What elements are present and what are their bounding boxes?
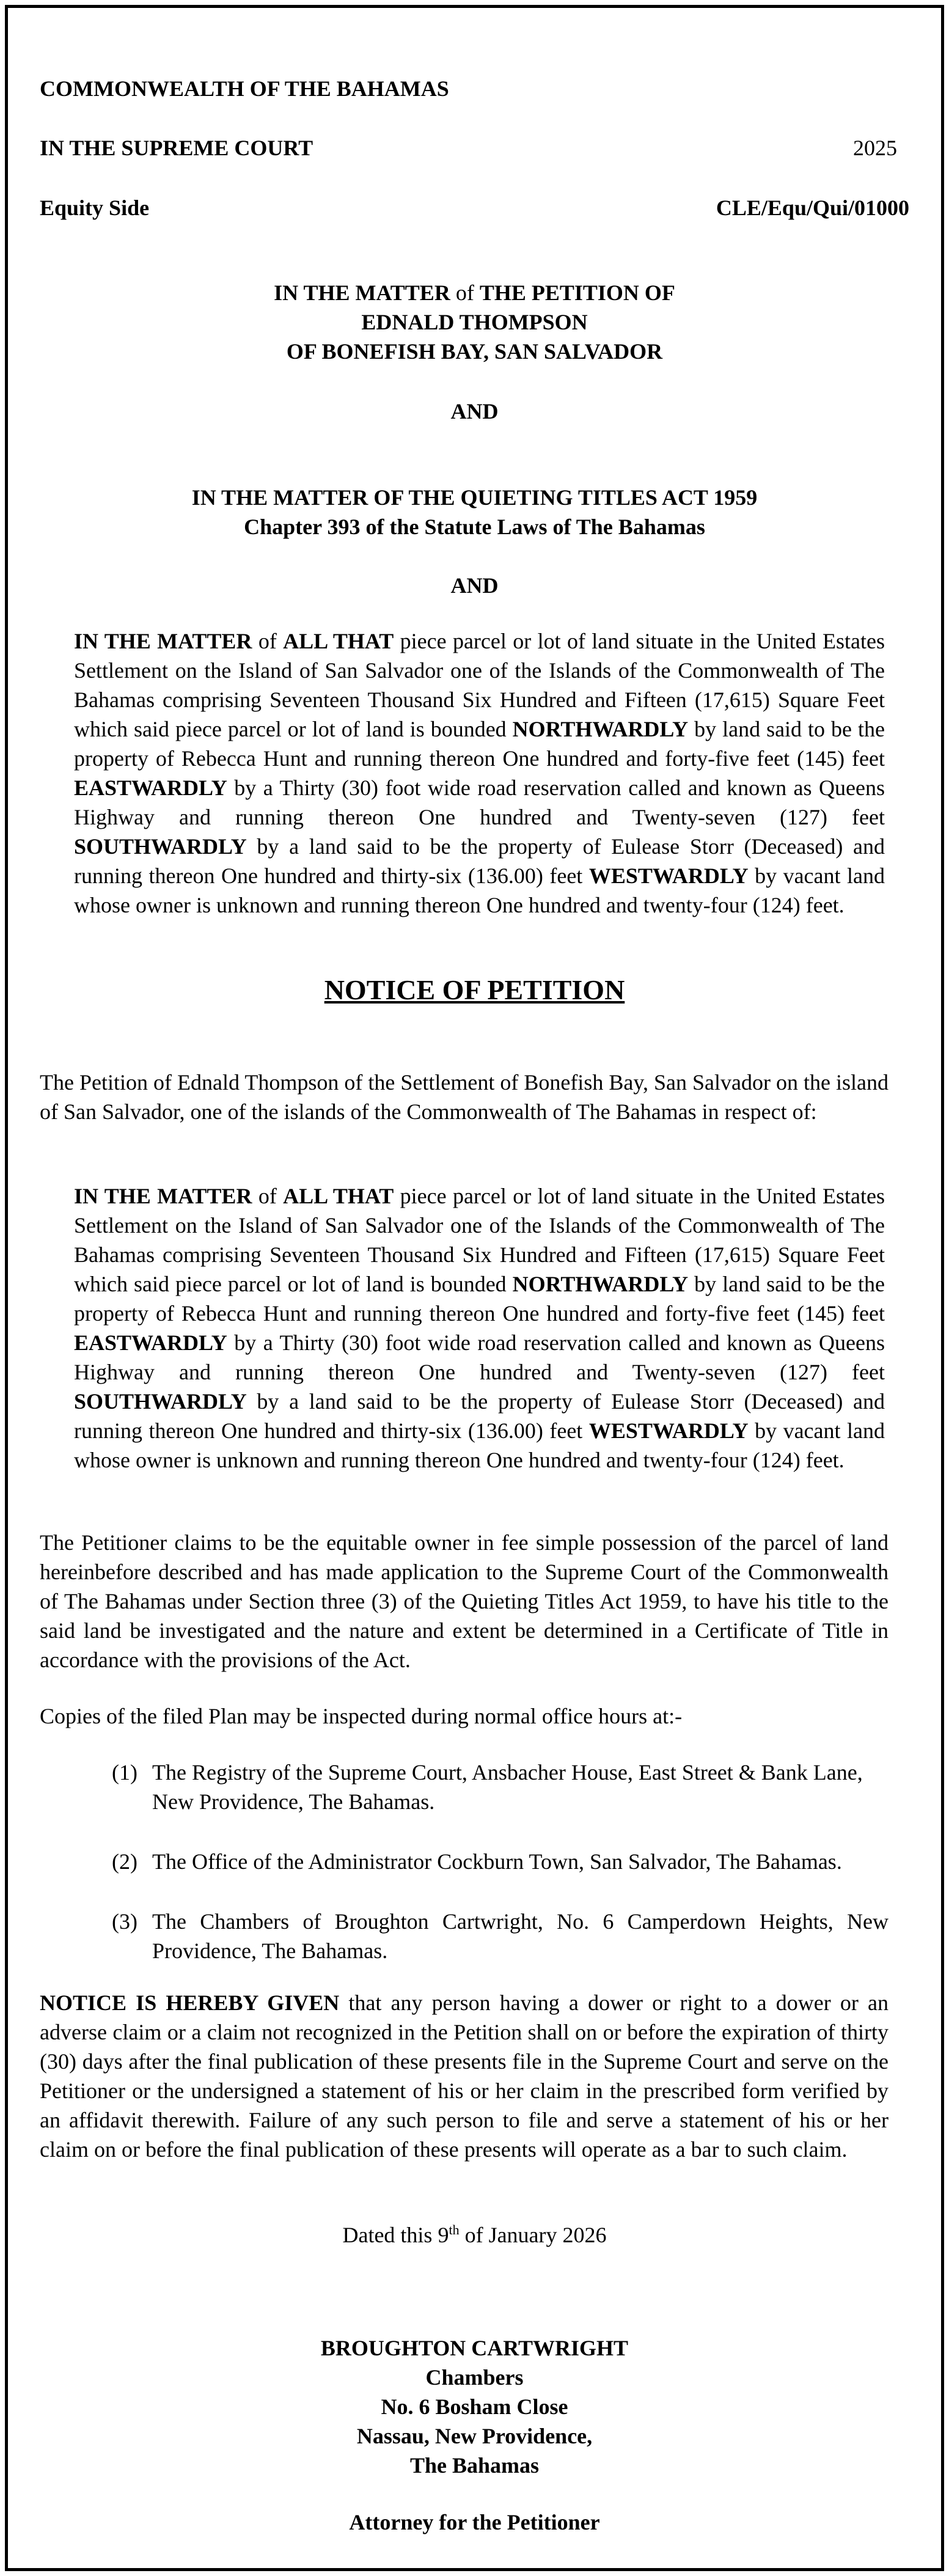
act-line-1: IN THE MATTER OF THE QUIETING TITLES ACT 1959 bbox=[191, 485, 758, 510]
notice-document bbox=[5, 5, 944, 2571]
copies-statement: Copies of the filed Plan may be inspected during normal office hours at:- bbox=[40, 1704, 683, 1728]
notice-given: NOTICE IS HEREBY GIVEN that any person having a dower or right to a dower or an adverse claim or a claim not recognized in the Petition shall on or before the expiration of thirty (30) days after the final publication of these presents file in the Supreme Court and serve on the Petitioner or the undersigned a statement of his or her claim in the prescribed form verified by an affidavit therewith. Failure of any such person to file and serve a statement of his or her claim on or before the final publication of these presents will operate as a bar to such claim. bbox=[40, 1991, 889, 2162]
court-name: IN THE SUPREME COURT bbox=[40, 136, 313, 160]
case-year: 2025 bbox=[853, 136, 897, 160]
petitioner-claims: The Petitioner claims to be the equitable owner in fee simple possession of the parcel of land hereinbefore described and has made application to the Supreme Court of the Commonwealth of The Bahamas under Section three (3) of the Quieting Titles Act 1959, to have his title to the said land be investigated and the nature and extent be determined in a Certificate of Title in accordance with the provisions of the Act. bbox=[40, 1530, 889, 1672]
location-item: (1) The Registry of the Supreme Court, Ansbacher House, East Street & Bank Lane, New Providence, The Bahamas. bbox=[112, 1760, 863, 1814]
petition-intro: The Petition of Ednald Thompson of the Settlement of Bonefish Bay, San Salvador on the island of San Salvador, one of the islands of the Commonwealth of The Bahamas in respect of: bbox=[40, 1070, 889, 1124]
petition-line-1: IN THE MATTER of THE PETITION OF bbox=[274, 281, 675, 305]
petition-matter bbox=[40, 278, 909, 366]
petition-line-3: OF BONEFISH BAY, SAN SALVADOR bbox=[286, 339, 663, 364]
and-separator-1: AND bbox=[450, 399, 499, 424]
address-line-3: The Bahamas bbox=[409, 2453, 540, 2478]
attorney-name: BROUGHTON CARTWRIGHT bbox=[320, 2336, 629, 2360]
chambers-label: Chambers bbox=[425, 2365, 524, 2390]
act-matter bbox=[40, 483, 909, 541]
case-number: CLE/Equ/Qui/01000 bbox=[716, 196, 909, 220]
court-row bbox=[40, 133, 909, 163]
dated-line: Dated this 9th of January 2026 bbox=[342, 2222, 607, 2247]
signature-block bbox=[40, 2333, 909, 2480]
address-line-2: Nassau, New Providence, bbox=[356, 2424, 593, 2448]
act-line-2: Chapter 393 of the Statute Laws of The Bahamas bbox=[244, 515, 705, 539]
petition-line-2: EDNALD THOMPSON bbox=[361, 310, 588, 334]
address-line-1: No. 6 Bosham Close bbox=[381, 2394, 568, 2419]
land-description-2: IN THE MATTER of ALL THAT piece parcel or lot of land situate in the United Estates Settlement on the Island of San Salvador one of the Islands of the Commonwealth of The Bahamas comprising Seventeen Thousand Six Hundred and Fifteen (17,615) Square Feet which said piece parcel or lot of land is bounded NORTHWARDLY by land said to be the property of Rebecca Hunt and running thereon One hundred and forty-five feet (145) feet EASTWARDLY by a Thirty (30) foot wide road reservation called and known as Queens Highway and running thereon One hundred and Twenty-seven (127) feet SOUTHWARDLY by a land said to be the property of Eulease Storr (Deceased) and running thereon One hundred and thirty-six (136.00) feet WESTWARDLY by vacant land whose owner is unknown and running thereon One hundred and twenty-four (124) feet. bbox=[74, 1184, 885, 1472]
attorney-role: Attorney for the Petitioner bbox=[349, 2510, 600, 2534]
commonwealth-heading: COMMONWEALTH OF THE BAHAMAS bbox=[40, 76, 449, 101]
equity-side: Equity Side bbox=[40, 196, 150, 220]
land-description-1: IN THE MATTER of ALL THAT piece parcel or lot of land situate in the United Estates Settlement on the Island of San Salvador one of the Islands of the Commonwealth of The Bahamas comprising Seventeen Thousand Six Hundred and Fifteen (17,615) Square Feet which said piece parcel or lot of land is bounded NORTHWARDLY by land said to be the property of Rebecca Hunt and running thereon One hundred and forty-five feet (145) feet EASTWARDLY by a Thirty (30) foot wide road reservation called and known as Queens Highway and running thereon One hundred and Twenty-seven (127) feet SOUTHWARDLY by a land said to be the property of Eulease Storr (Deceased) and running thereon One hundred and thirty-six (136.00) feet WESTWARDLY by vacant land whose owner is unknown and running thereon One hundred and twenty-four (124) feet. bbox=[74, 629, 885, 917]
location-item: (2) The Office of the Administrator Cockburn Town, San Salvador, The Bahamas. bbox=[112, 1849, 842, 1874]
notice-title: NOTICE OF PETITION bbox=[324, 974, 625, 1005]
and-separator-2: AND bbox=[450, 573, 499, 598]
equity-row bbox=[40, 193, 909, 222]
location-item: (3) The Chambers of Broughton Cartwright, No. 6 Camperdown Heights, New Providence, The Bahamas. bbox=[112, 1909, 889, 1963]
inspection-locations bbox=[112, 1758, 889, 1965]
